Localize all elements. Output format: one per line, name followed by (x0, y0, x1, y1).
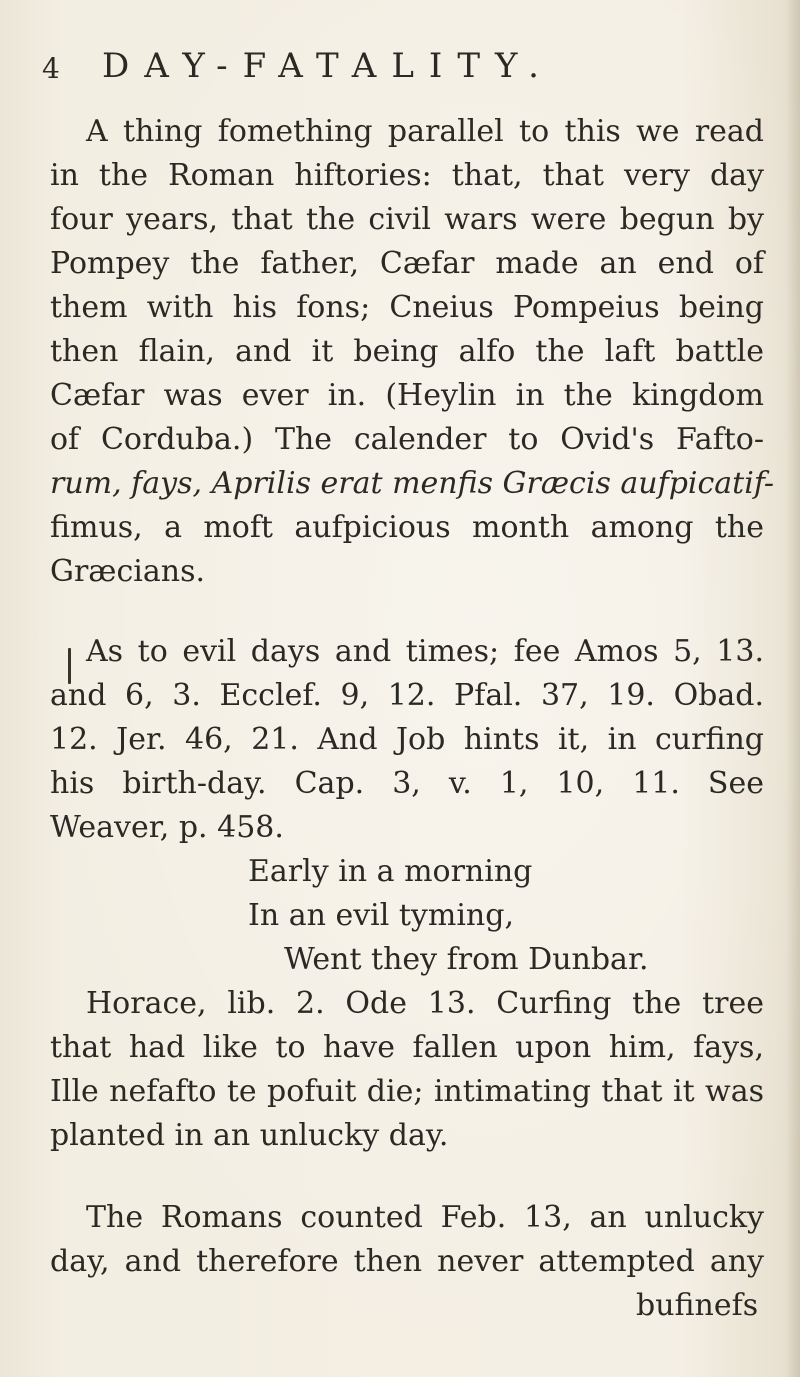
text-line: of Corduba.) The calender to Ovid's Fafto- (50, 422, 764, 457)
text-line: Pompey the father, Cæfar made an end of (50, 246, 764, 281)
text-line: day, and therefore then never attempted any (50, 1244, 764, 1279)
text-line: in the Roman hiftories: that, that very day (50, 158, 764, 193)
text-line: A thing fomething parallel to this we read (86, 114, 764, 149)
text-line: four years, that the civil wars were begun by (50, 202, 764, 237)
page-edge-shadow (786, 0, 800, 1377)
text-line: Cæfar was ever in. (Heylin in the kingdom (50, 378, 764, 413)
text-line: fimus, a moft aufpicious month among the (50, 510, 764, 545)
text-line: rum, fays, Aprilis erat menfis Græcis aufpicatif- (50, 466, 774, 501)
verse-line: In an evil tyming, (248, 898, 514, 933)
text-line: Græcians. (50, 554, 206, 589)
verse-line: Went they from Dunbar. (284, 942, 649, 977)
text-line: and 6, 3. Ecclef. 9, 12. Pfal. 37, 19. Obad. (50, 678, 764, 713)
text-line: that had like to have fallen upon him, fays, (50, 1030, 764, 1065)
text-line: Weaver, p. 458. (50, 810, 284, 845)
running-head (42, 46, 682, 90)
text-line: The Romans counted Feb. 13, an unlucky (86, 1200, 764, 1235)
text-line: 12. Jer. 46, 21. And Job hints it, in curfing (50, 722, 764, 757)
text-line: As to evil days and times; fee Amos 5, 13. (86, 634, 764, 669)
text-line: them with his fons; Cneius Pompeius being (50, 290, 764, 325)
text-line: planted in an unlucky day. (50, 1118, 449, 1153)
text-line: Horace, lib. 2. Ode 13. Curfing the tree (86, 986, 764, 1021)
catchword: bufinefs (636, 1288, 759, 1323)
text-line: then flain, and it being alfo the laft battle (50, 334, 764, 369)
page-number: 4 (42, 52, 60, 85)
text-line: his birth-day. Cap. 3, v. 1, 10, 11. See (50, 766, 764, 801)
text-line: Ille nefafto te pofuit die; intimating that it was (50, 1074, 764, 1109)
running-head-title: DAY-FATALITY. (102, 46, 554, 86)
verse-line: Early in a morning (248, 854, 533, 889)
